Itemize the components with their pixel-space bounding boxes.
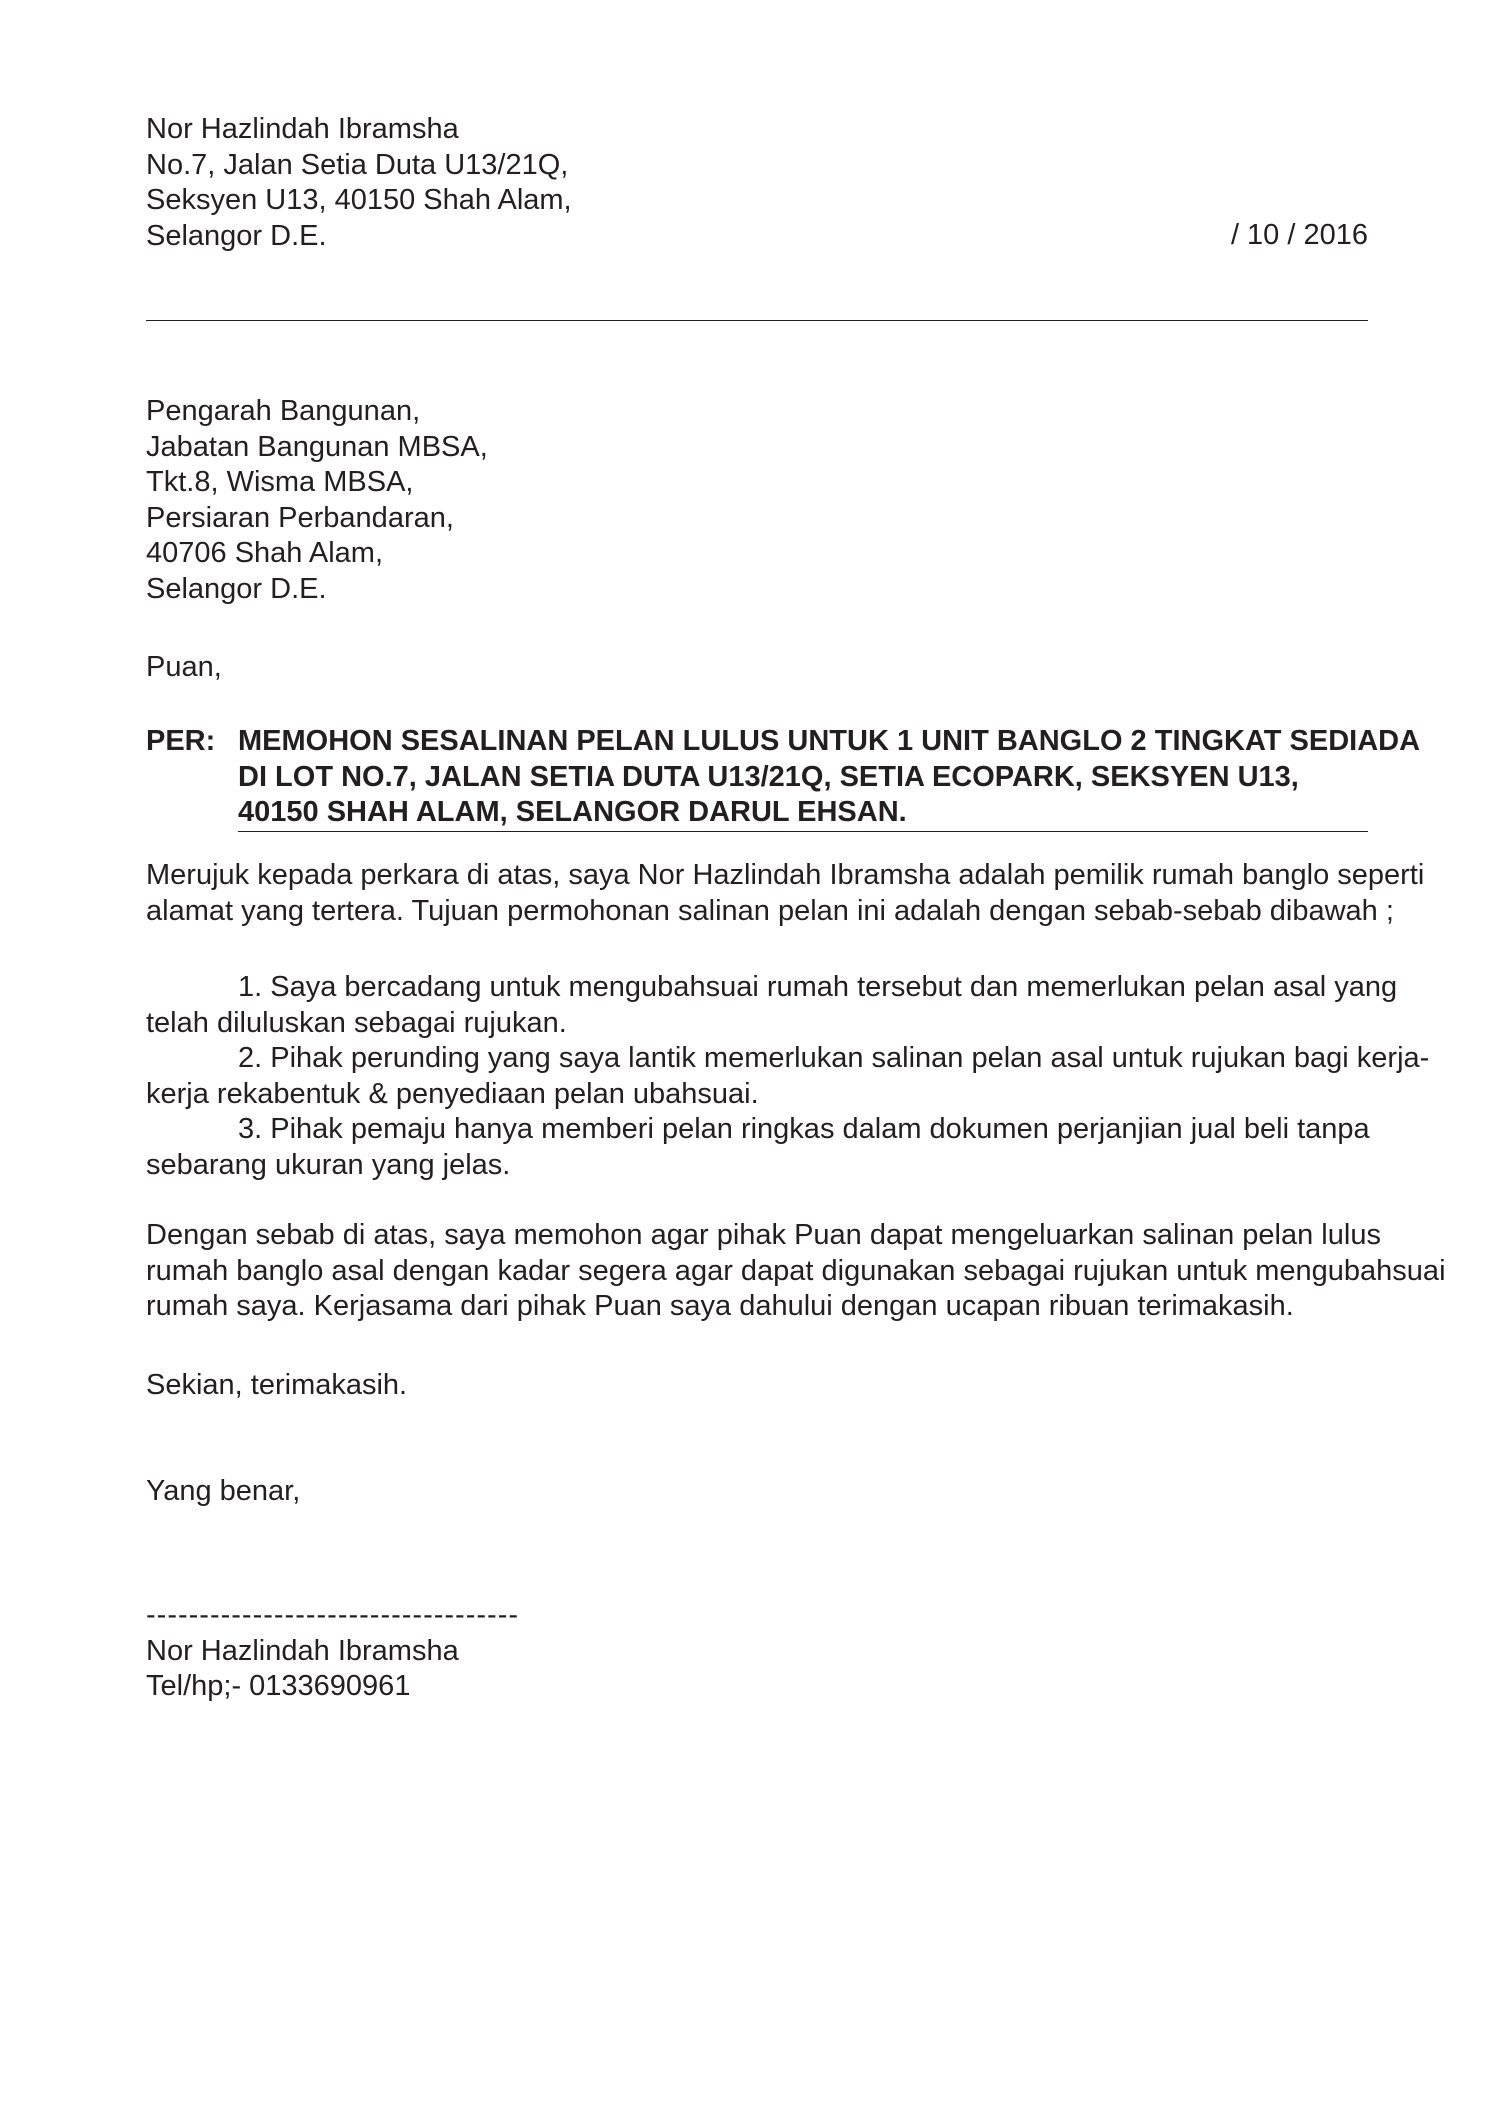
- recipient-line: Tkt.8, Wisma MBSA,: [146, 466, 414, 498]
- list-item: 1. Saya bercadang untuk mengubahsuai rumah tersebut dan memerlukan pelan asal yang: [238, 971, 1398, 1003]
- paragraph-line: rumah banglo asal dengan kadar segera agar dapat digunakan sebagai rujukan untuk mengubahsuai: [146, 1254, 1446, 1287]
- paragraph-line: Merujuk kepada perkara di atas, saya Nor Hazlindah Ibramsha adalah pemilik rumah banglo seperti: [146, 859, 1425, 891]
- recipient-block: [146, 394, 488, 607]
- recipient-line: Persiaran Perbandaran,: [146, 501, 454, 534]
- subject-line: DI LOT NO.7, JALAN SETIA DUTA U13/21Q, SETIA ECOPARK, SEKSYEN U13,: [238, 760, 1299, 793]
- paragraph-line: rumah saya. Kerjasama dari pihak Puan saya dahului dengan ucapan ribuan terimakasih.: [146, 1290, 1294, 1322]
- signatory-phone: Tel/hp;- 0133690961: [146, 1670, 411, 1702]
- list-item: 2. Pihak perunding yang saya lantik memerlukan salinan pelan asal untuk rujukan bagi kerja-: [238, 1042, 1430, 1074]
- subject-line: 40150 SHAH ALAM, SELANGOR DARUL EHSAN.: [238, 796, 907, 828]
- sender-address-line: Selangor D.E.: [146, 219, 327, 252]
- sender-block: [146, 112, 1368, 254]
- sender-address-line: No.7, Jalan Setia Duta U13/21Q,: [146, 148, 569, 181]
- list-item-continuation: kerja rekabentuk & penyediaan pelan ubahsuai.: [146, 1077, 759, 1110]
- recipient-line: Selangor D.E.: [146, 572, 327, 605]
- subject-prefix: PER:: [146, 725, 216, 757]
- recipient-line: Jabatan Bangunan MBSA,: [146, 430, 488, 463]
- subject-underline: [238, 831, 1368, 832]
- signature-line: -----------------------------------: [146, 1599, 520, 1631]
- sender-address-line: Seksyen U13, 40150 Shah Alam,: [146, 184, 572, 216]
- subject-block: [146, 724, 1421, 831]
- list-item-continuation: telah diluluskan sebagai rujukan.: [146, 1006, 567, 1039]
- subject-line: MEMOHON SESALINAN PELAN LULUS UNTUK 1 UNIT BANGLO 2 TINGKAT SEDIADA: [238, 725, 1421, 757]
- closing-paragraph: [146, 1218, 1446, 1325]
- intro-paragraph: [146, 858, 1424, 929]
- list-item: 3. Pihak pemaju hanya memberi pelan ringkas dalam dokumen perjanjian jual beli tanpa: [238, 1113, 1370, 1145]
- salutation: Puan,: [146, 651, 222, 683]
- signatory-name: Nor Hazlindah Ibramsha: [146, 1634, 459, 1667]
- reasons-list: [146, 970, 1429, 1183]
- letter-date: / 10 / 2016: [1230, 219, 1368, 251]
- list-item-continuation: sebarang ukuran yang jelas.: [146, 1148, 511, 1181]
- sender-name: Nor Hazlindah Ibramsha: [146, 113, 459, 145]
- complimentary-close: Yang benar,: [146, 1475, 301, 1507]
- paragraph-line: alamat yang tertera. Tujuan permohonan salinan pelan ini adalah dengan sebab-sebab dibawah ;: [146, 894, 1394, 927]
- letter-page: [146, 112, 1446, 1702]
- signature-block: [146, 1598, 519, 1705]
- sign-off: Sekian, terimakasih.: [146, 1369, 408, 1401]
- paragraph-line: Dengan sebab di atas, saya memohon agar pihak Puan dapat mengeluarkan salinan pelan lulus: [146, 1219, 1381, 1251]
- header-divider: [146, 320, 1368, 321]
- recipient-line: 40706 Shah Alam,: [146, 537, 384, 569]
- recipient-line: Pengarah Bangunan,: [146, 395, 421, 427]
